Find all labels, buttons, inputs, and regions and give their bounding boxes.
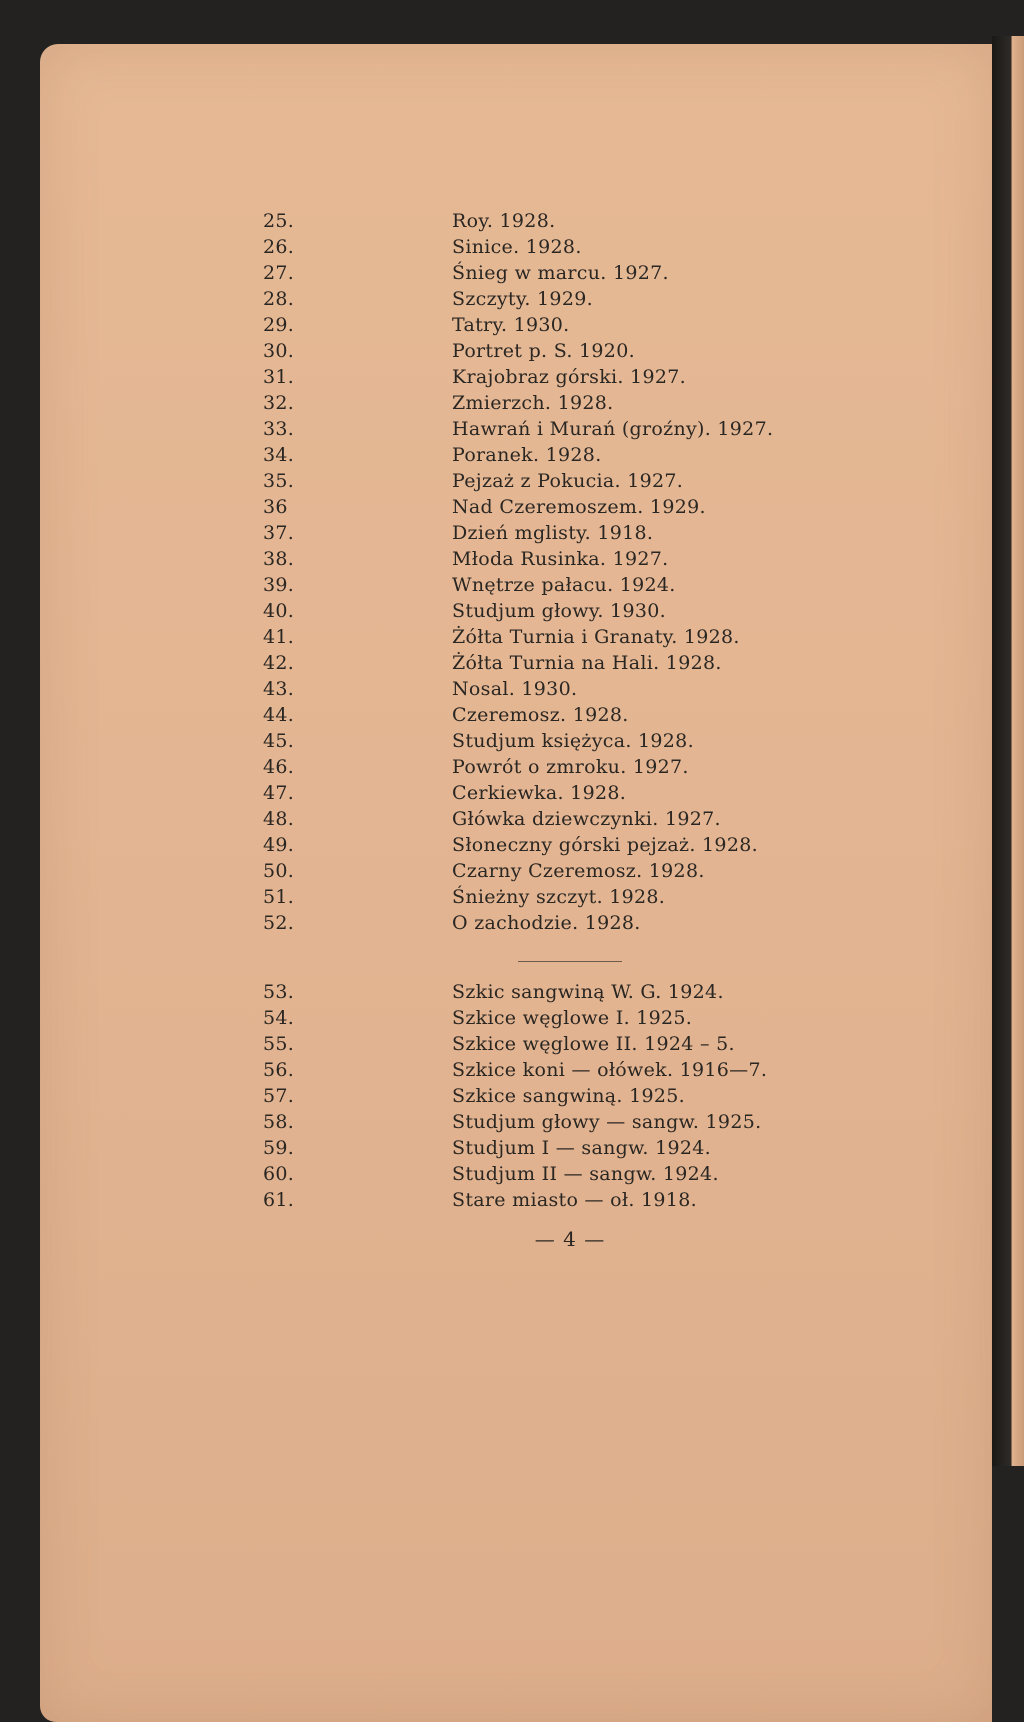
entry-number: 44. — [263, 704, 295, 726]
entry-number: 37. — [263, 522, 295, 544]
catalogue-entry — [0, 312, 1024, 338]
entry-title: Portret p. S. 1920. — [452, 340, 635, 362]
entry-number: 32. — [263, 392, 295, 414]
entry-title: Nosal. 1930. — [452, 678, 578, 700]
catalogue-entry — [0, 338, 1024, 364]
entry-number: 27. — [263, 262, 295, 284]
entry-title: Śnieg w marcu. 1927. — [452, 262, 669, 284]
entry-title: Zmierzch. 1928. — [452, 392, 614, 414]
catalogue-entry — [0, 676, 1024, 702]
catalogue-entry — [0, 494, 1024, 520]
entry-title: Czeremosz. 1928. — [452, 704, 629, 726]
entry-number: 55. — [263, 1033, 295, 1055]
catalogue-entry — [0, 832, 1024, 858]
catalogue-entry — [0, 260, 1024, 286]
entry-number: 41. — [263, 626, 295, 648]
catalogue-entry — [0, 1005, 1024, 1031]
entry-title: Szkice węglowe II. 1924 – 5. — [452, 1033, 735, 1055]
entry-number: 43. — [263, 678, 295, 700]
catalogue-entry — [0, 728, 1024, 754]
catalogue-entry — [0, 624, 1024, 650]
page-number: — 4 — — [534, 1227, 606, 1251]
entry-number: 42. — [263, 652, 295, 674]
catalogue-entry — [0, 1083, 1024, 1109]
entry-number: 30. — [263, 340, 295, 362]
entry-title: Stare miasto — oł. 1918. — [452, 1189, 697, 1211]
catalogue-entry — [0, 780, 1024, 806]
catalogue-entry — [0, 1187, 1024, 1213]
catalogue-entry — [0, 468, 1024, 494]
entry-title: Studjum księżyca. 1928. — [452, 730, 694, 752]
entry-title: Roy. 1928. — [452, 210, 556, 232]
entry-number: 58. — [263, 1111, 295, 1133]
catalogue-entry — [0, 572, 1024, 598]
entry-number: 56. — [263, 1059, 295, 1081]
entry-number: 59. — [263, 1137, 295, 1159]
entry-title: Poranek. 1928. — [452, 444, 602, 466]
section-divider — [518, 961, 622, 962]
catalogue-entry — [0, 598, 1024, 624]
entry-number: 52. — [263, 912, 295, 934]
entry-title: Dzień mglisty. 1918. — [452, 522, 654, 544]
catalogue-entry — [0, 806, 1024, 832]
entry-title: Młoda Rusinka. 1927. — [452, 548, 669, 570]
catalogue-entry — [0, 520, 1024, 546]
entry-title: Sinice. 1928. — [452, 236, 582, 258]
entry-title: Studjum głowy — sangw. 1925. — [452, 1111, 762, 1133]
entry-title: Powrót o zmroku. 1927. — [452, 756, 689, 778]
catalogue-entry — [0, 364, 1024, 390]
entry-title: Studjum I — sangw. 1924. — [452, 1137, 711, 1159]
entry-title: Słoneczny górski pejzaż. 1928. — [452, 834, 758, 856]
entry-number: 50. — [263, 860, 295, 882]
catalogue-entry — [0, 416, 1024, 442]
entry-number: 48. — [263, 808, 295, 830]
entry-number: 33. — [263, 418, 295, 440]
catalogue-entry — [0, 1057, 1024, 1083]
entry-title: Żółta Turnia i Granaty. 1928. — [452, 626, 740, 648]
entry-number: 25. — [263, 210, 295, 232]
entry-title: Cerkiewka. 1928. — [452, 782, 627, 804]
entry-title: Szkice sangwiną. 1925. — [452, 1085, 685, 1107]
catalogue-entry — [0, 546, 1024, 572]
entry-title: Czarny Czeremosz. 1928. — [452, 860, 705, 882]
entry-title: Szczyty. 1929. — [452, 288, 593, 310]
entry-title: Hawrań i Murań (groźny). 1927. — [452, 418, 774, 440]
catalogue-entry — [0, 1031, 1024, 1057]
entry-number: 49. — [263, 834, 295, 856]
catalogue-entry — [0, 910, 1024, 936]
entry-number: 46. — [263, 756, 295, 778]
entry-number: 40. — [263, 600, 295, 622]
entry-number: 39. — [263, 574, 295, 596]
catalogue-entry — [0, 442, 1024, 468]
entry-title: Nad Czeremoszem. 1929. — [452, 496, 706, 518]
entry-title: Studjum głowy. 1930. — [452, 600, 666, 622]
entry-number: 34. — [263, 444, 295, 466]
catalogue-entry — [0, 234, 1024, 260]
entry-number: 31. — [263, 366, 295, 388]
entry-number: 28. — [263, 288, 295, 310]
entry-number: 60. — [263, 1163, 295, 1185]
entry-title: Szkice węglowe I. 1925. — [452, 1007, 693, 1029]
catalogue-entry — [0, 858, 1024, 884]
entry-number: 45. — [263, 730, 295, 752]
catalogue-entry — [0, 286, 1024, 312]
entry-title: Krajobraz górski. 1927. — [452, 366, 686, 388]
catalogue-entry — [0, 754, 1024, 780]
catalogue-entry — [0, 1109, 1024, 1135]
entry-number: 38. — [263, 548, 295, 570]
entry-title: Śnieżny szczyt. 1928. — [452, 886, 666, 908]
catalogue-entry — [0, 1161, 1024, 1187]
catalogue-entry — [0, 1135, 1024, 1161]
entry-title: Wnętrze pałacu. 1924. — [452, 574, 676, 596]
entry-number: 35. — [263, 470, 295, 492]
catalogue-entry — [0, 650, 1024, 676]
entry-title: Szkice koni — ołówek. 1916—7. — [452, 1059, 768, 1081]
catalogue-entry — [0, 390, 1024, 416]
entry-title: Pejzaż z Pokucia. 1927. — [452, 470, 684, 492]
entry-title: Studjum II — sangw. 1924. — [452, 1163, 719, 1185]
entry-number: 57. — [263, 1085, 295, 1107]
catalogue-entry — [0, 979, 1024, 1005]
entry-title: Szkic sangwiną W. G. 1924. — [452, 981, 724, 1003]
entry-number: 61. — [263, 1189, 295, 1211]
catalogue-entry — [0, 702, 1024, 728]
entry-number: 53. — [263, 981, 295, 1003]
entry-number: 51. — [263, 886, 295, 908]
entry-number: 47. — [263, 782, 295, 804]
entry-title: Tatry. 1930. — [452, 314, 570, 336]
entry-number: 29. — [263, 314, 295, 336]
entry-title: Główka dziewczynki. 1927. — [452, 808, 721, 830]
catalogue-entry — [0, 208, 1024, 234]
entry-number: 36 — [263, 496, 288, 518]
entry-title: O zachodzie. 1928. — [452, 912, 641, 934]
entry-title: Żółta Turnia na Hali. 1928. — [452, 652, 722, 674]
entry-number: 54. — [263, 1007, 295, 1029]
entry-number: 26. — [263, 236, 295, 258]
catalogue-entry — [0, 884, 1024, 910]
